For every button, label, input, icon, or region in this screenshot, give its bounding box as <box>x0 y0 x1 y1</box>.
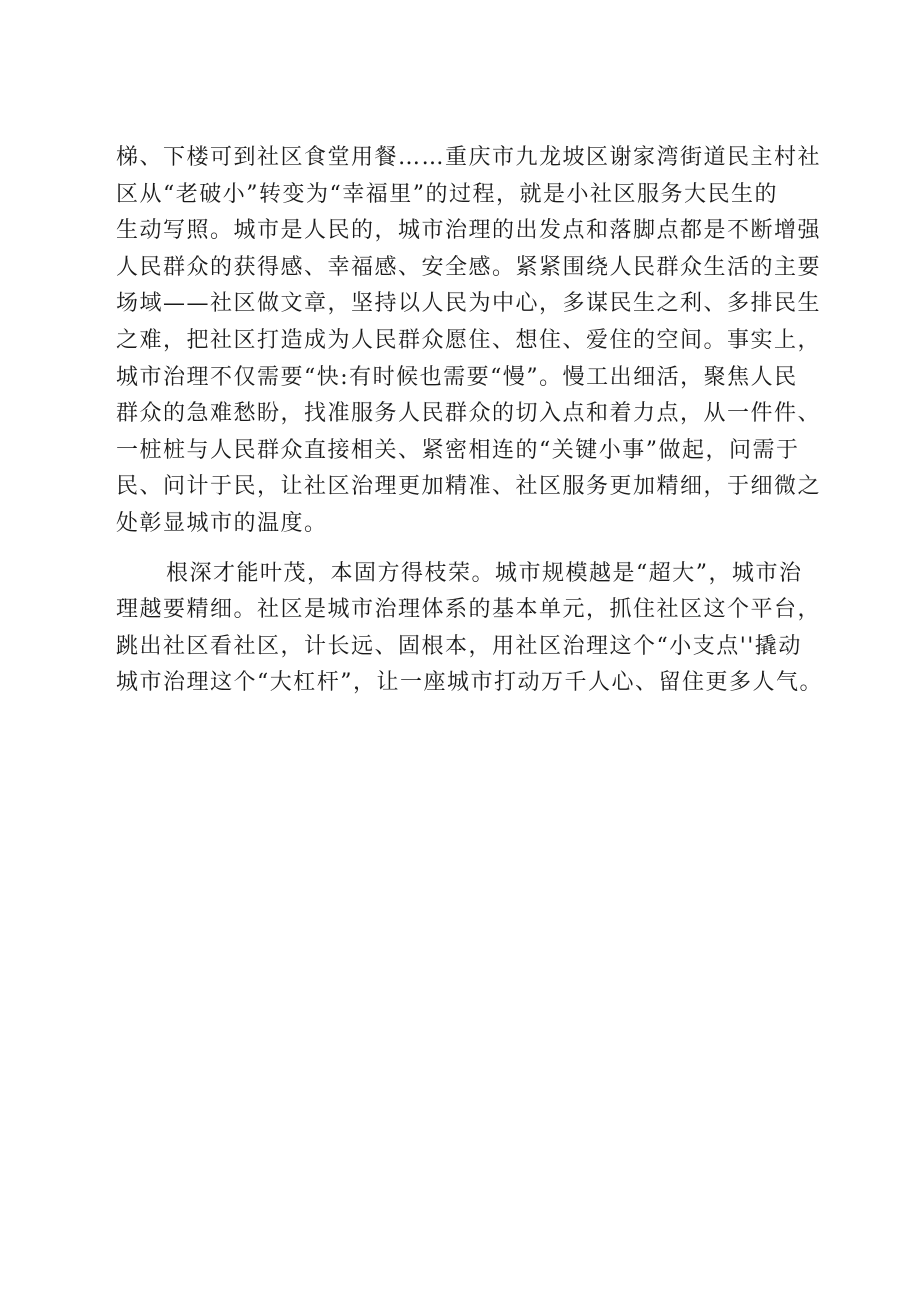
text-line: 一桩桩与人民群众直接相关、紧密相连的“关键小事”做起，问需于 <box>116 437 800 463</box>
text-line: 城市治理不仅需要“快:有时候也需要“慢”。慢工出细活，聚焦人民 <box>116 364 798 390</box>
text-line: 梯、下楼可到社区食堂用餐……重庆市九龙坡区谢家湾街道民主村社 <box>116 145 822 170</box>
text-line: 群众的急难愁盼，找准服务人民群众的切入点和着力点，从一件件、 <box>116 401 822 427</box>
text-line: 之难，把社区打造成为人民群众愿住、想住、爱住的空间。事实上， <box>116 327 822 353</box>
body-text <box>116 140 836 702</box>
text-line: 处彰显城市的温度。 <box>116 510 328 536</box>
paragraph <box>116 140 836 543</box>
text-line: 跳出社区看社区，计长远、固根本，用社区治理这个“小支点''撬动 <box>116 633 802 659</box>
text-line: 区从“老破小”转变为“幸福里”的过程，就是小社区服务大民生的 <box>116 181 778 207</box>
text-line: 人民群众的获得感、幸福感、安全感。紧紧围绕人民群众生活的主要 <box>116 254 822 280</box>
text-line: 生动写照。城市是人民的，城市治理的出发点和落脚点都是不断增强 <box>116 218 822 244</box>
text-line: 场域——社区做文章，坚持以人民为中心，多谋民生之利、多排民生 <box>116 291 822 317</box>
text-line: 民、问计于民，让社区治理更加精准、社区服务更加精细，于细微之 <box>116 474 822 500</box>
text-line: 根深才能叶茂，本固方得枝荣。城市规模越是“超大”，城市治 <box>166 560 803 586</box>
paragraph-spacer <box>116 543 836 556</box>
text-line: 城市治理这个“大杠杆”，让一座城市打动万千人心、留住更多人气。 <box>116 670 823 696</box>
text-line: 理越要精细。社区是城市治理体系的基本单元，抓住社区这个平台， <box>116 597 822 623</box>
paragraph <box>116 556 836 702</box>
